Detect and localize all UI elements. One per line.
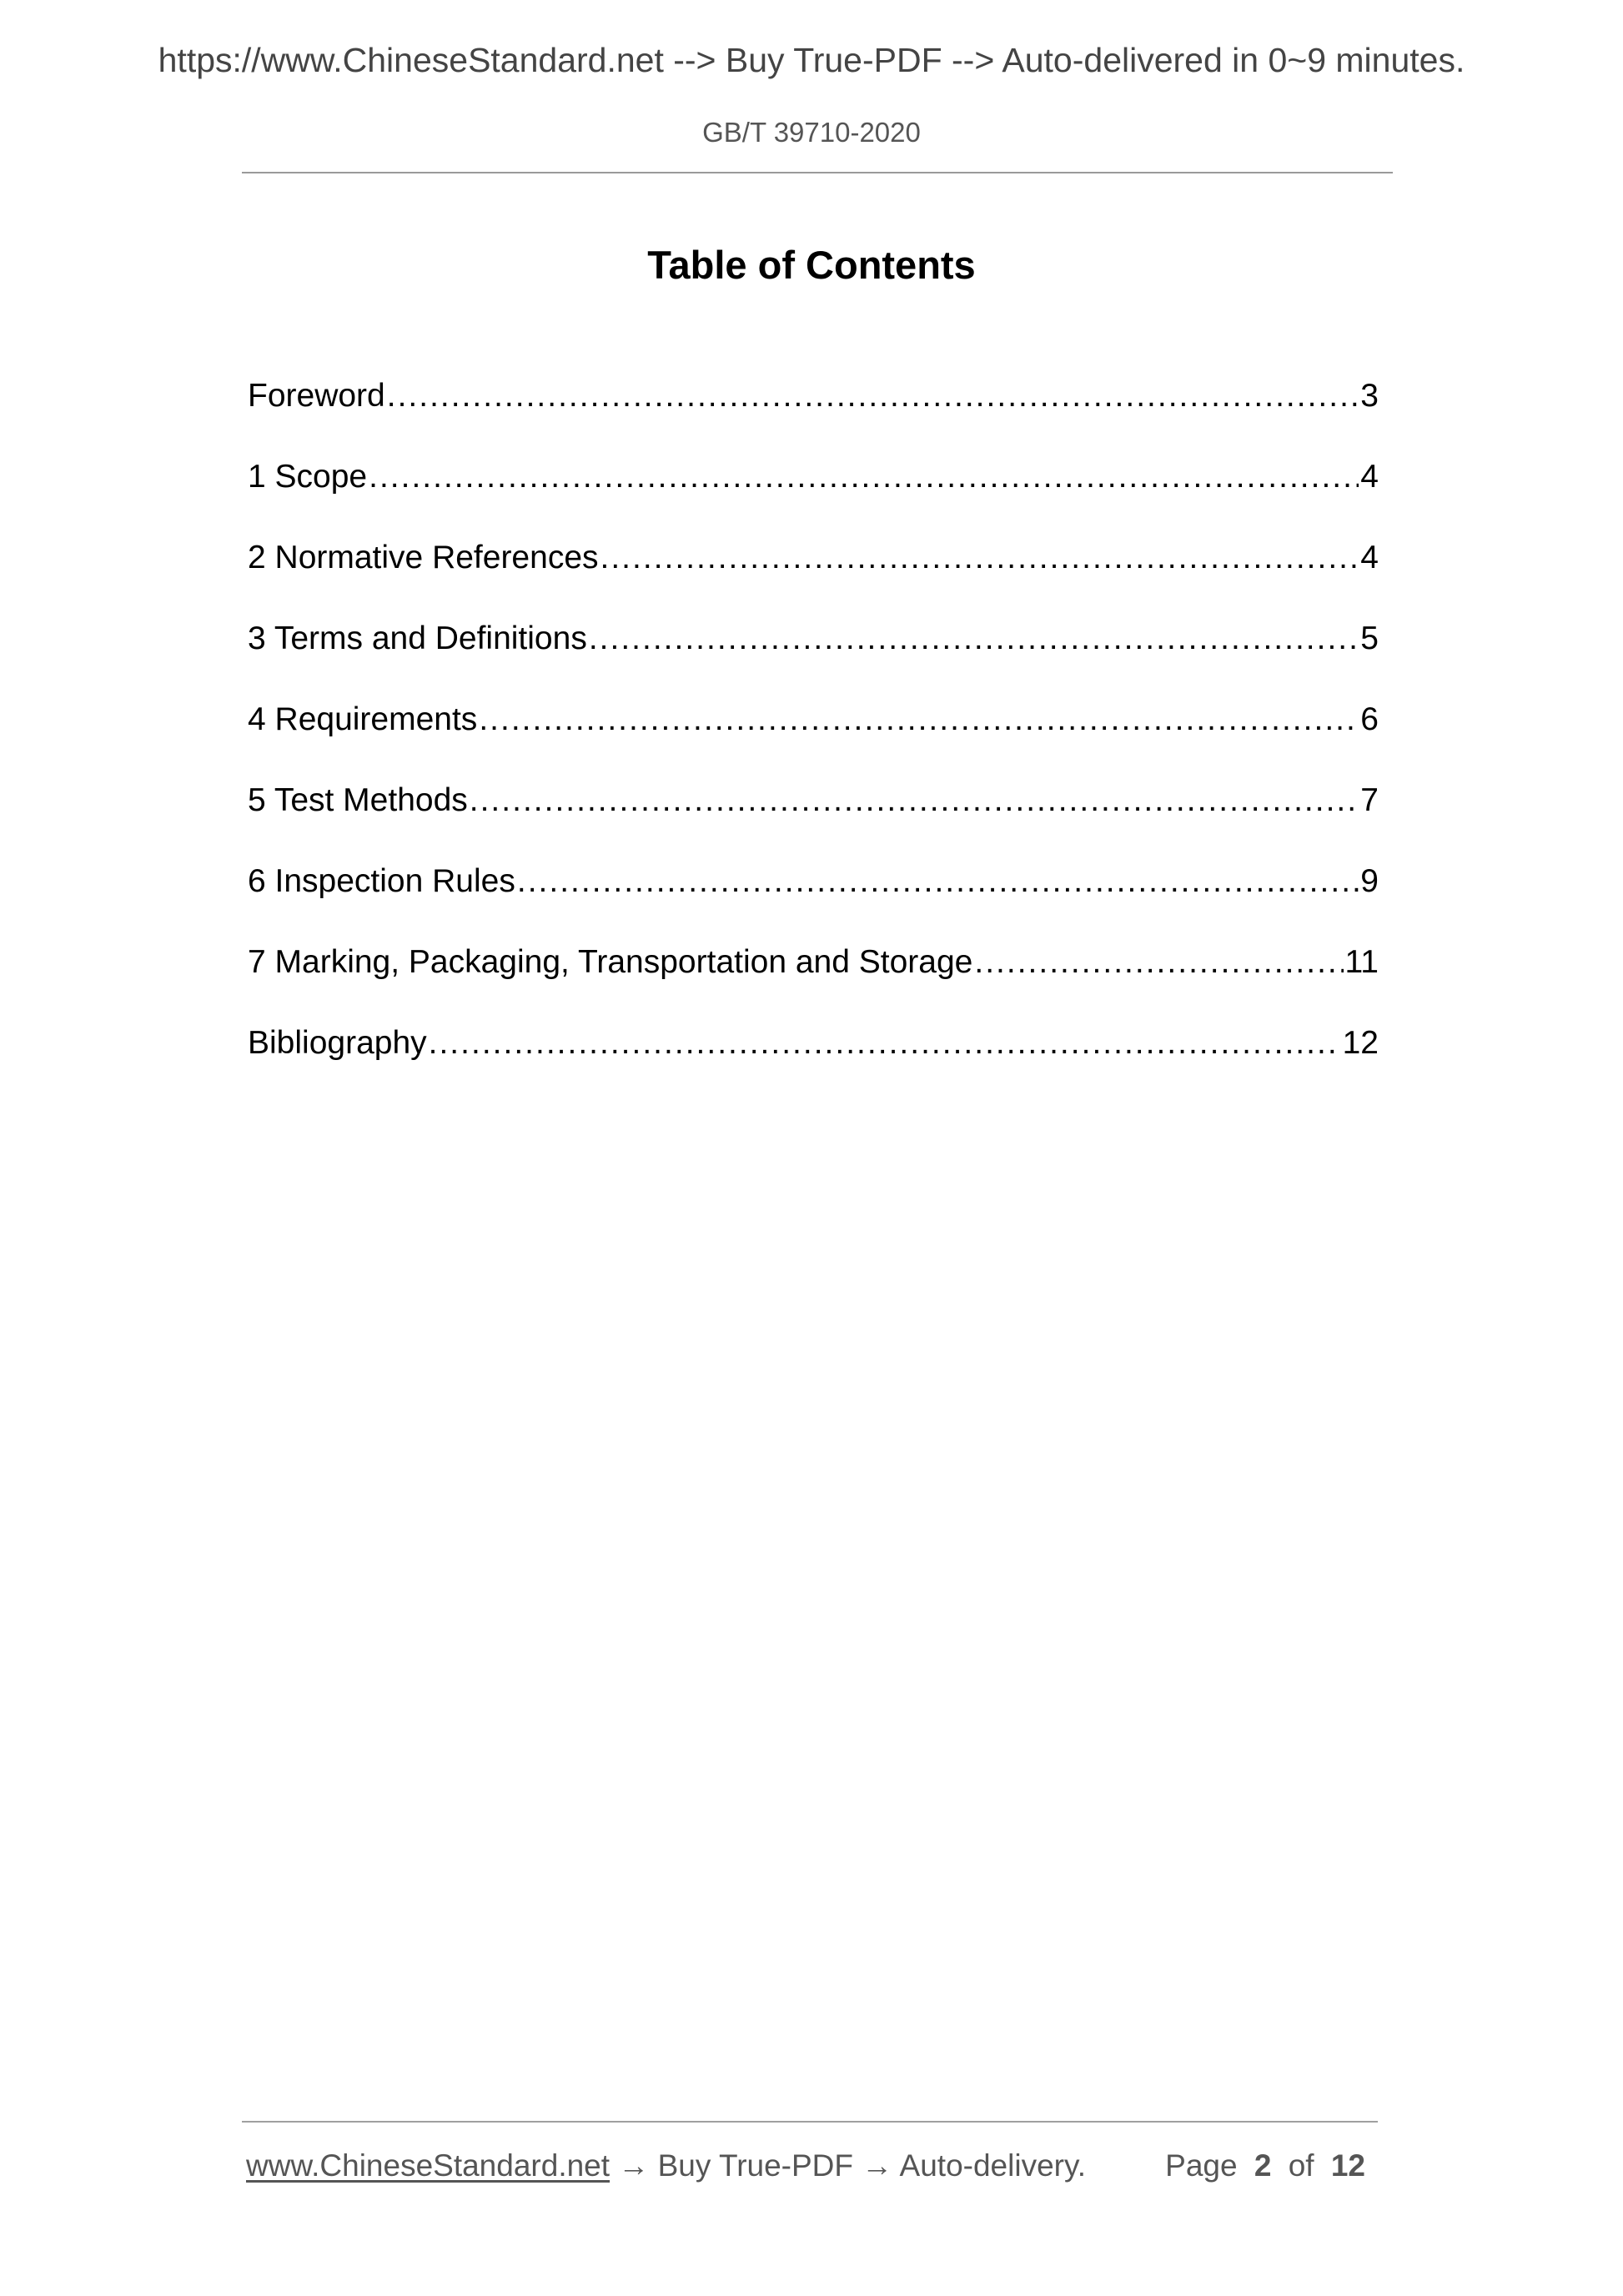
- footer-step-delivery: Auto-delivery.: [899, 2148, 1087, 2183]
- toc-entry-label: Bibliography: [248, 1025, 427, 1061]
- toc-entry-normative-references[interactable]: [248, 541, 1379, 622]
- toc-entry-label: 2 Normative References: [248, 540, 599, 575]
- document-code: GB/T 39710-2020: [702, 117, 921, 148]
- header-divider: [242, 172, 1393, 173]
- arrow-right-icon: →: [618, 2148, 650, 2183]
- dot-leader: [517, 865, 1359, 897]
- toc-entry-page: 11: [1344, 944, 1379, 980]
- table-of-contents: [248, 379, 1379, 1108]
- toc-entry-terms-and-definitions[interactable]: [248, 622, 1379, 703]
- of-word: of: [1288, 2148, 1314, 2183]
- toc-entry-scope[interactable]: [248, 460, 1379, 541]
- dot-leader: [387, 379, 1359, 412]
- dot-leader: [479, 703, 1359, 736]
- footer-divider: [242, 2121, 1378, 2123]
- website-link[interactable]: www.ChineseStandard.net: [246, 2148, 611, 2183]
- toc-entry-page: 3: [1360, 378, 1379, 414]
- toc-entry-page: 7: [1360, 782, 1379, 818]
- current-page-number: 2: [1254, 2148, 1272, 2183]
- toc-entry-bibliography[interactable]: [248, 1027, 1379, 1108]
- toc-entry-page: 4: [1360, 459, 1379, 495]
- dot-leader: [600, 541, 1359, 574]
- footer-promo: [246, 2150, 1086, 2181]
- toc-entry-page: 5: [1360, 620, 1379, 656]
- dot-leader: [589, 622, 1359, 655]
- total-pages-number: 12: [1330, 2148, 1365, 2183]
- toc-entry-label: 3 Terms and Definitions: [248, 620, 587, 656]
- toc-entry-page: 4: [1360, 540, 1379, 575]
- dot-leader: [470, 784, 1359, 816]
- page-title: Table of Contents: [647, 243, 976, 287]
- toc-entry-label: 7 Marking, Packaging, Transportation and Storage: [248, 944, 973, 980]
- toc-entry-requirements[interactable]: [248, 703, 1379, 784]
- dot-leader: [974, 946, 1343, 978]
- toc-entry-marking-packaging[interactable]: [248, 946, 1379, 1027]
- page-indicator: [1165, 2150, 1365, 2181]
- toc-entry-label: 4 Requirements: [248, 701, 478, 737]
- dot-leader: [369, 460, 1359, 493]
- page-word: Page: [1165, 2148, 1238, 2183]
- toc-entry-page: 12: [1342, 1025, 1379, 1061]
- toc-entry-label: 5 Test Methods: [248, 782, 468, 818]
- arrow-right-icon: →: [862, 2148, 893, 2183]
- toc-entry-page: 9: [1360, 863, 1379, 899]
- page-footer: [246, 2150, 1376, 2187]
- toc-entry-test-methods[interactable]: [248, 784, 1379, 865]
- dot-leader: [429, 1027, 1341, 1059]
- toc-entry-label: Foreword: [248, 378, 385, 414]
- top-banner: https://www.ChineseStandard.net --> Buy True-PDF --> Auto-delivered in 0~9 minutes.: [158, 41, 1465, 79]
- footer-step-buy: Buy True-PDF: [657, 2148, 854, 2183]
- toc-entry-foreword[interactable]: [248, 379, 1379, 460]
- toc-entry-inspection-rules[interactable]: [248, 865, 1379, 946]
- toc-entry-label: 6 Inspection Rules: [248, 863, 515, 899]
- toc-entry-page: 6: [1360, 701, 1379, 737]
- toc-entry-label: 1 Scope: [248, 459, 368, 495]
